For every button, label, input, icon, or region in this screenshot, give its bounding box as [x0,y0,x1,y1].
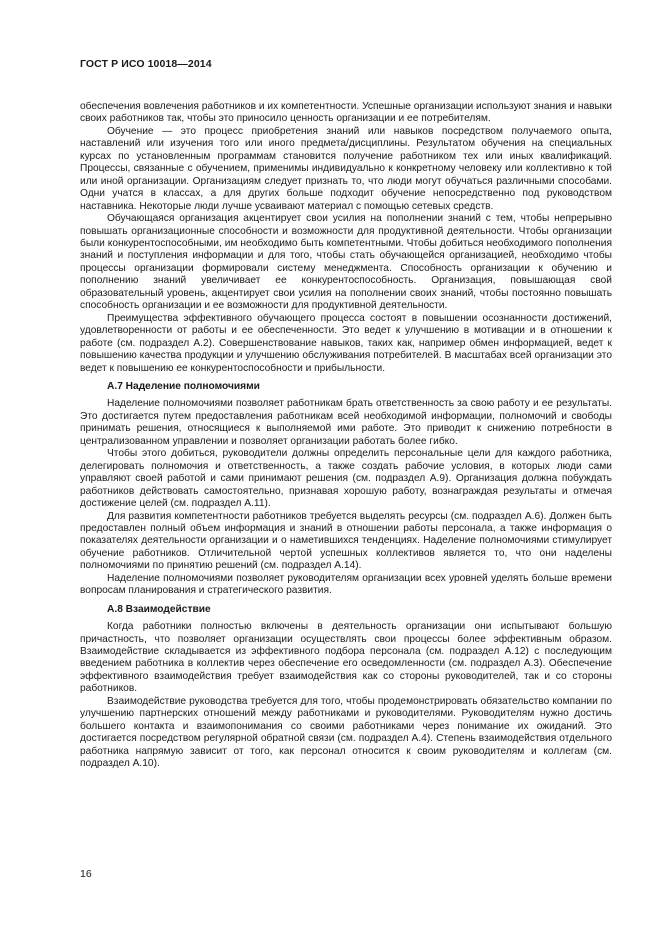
document-header: ГОСТ Р ИСО 10018—2014 [80,58,212,70]
paragraph-learning-definition: Обучение — это процесс приобретения знаний или навыков посредством получаемого опыта, наставлений или изучения того или иного предмета/дисциплины. Результатом обучения на специальных курсах по установленным программам становится получение работником тех или иных квалификаций. Процессы, связанные с обучением, применимы индивидуально к конкретному человеку или коллективно к той или иной организации. Организациям следует признать то, что люди могут обучаться различными способами. Одни учатся в классах, а для других больше подходит обучение непосредственно под руководством наставника. Некоторые люди лучше усваивают материал с помощью сетевых средств. [80,125,612,212]
document-body [80,101,612,771]
paragraph-empowerment-resources: Для развития компетентности работников требуется выделять ресурсы (см. подраздел А.6). Должен быть предоставлен полный объем информация и знаний в отношении работы персонала, а также информация о показателях деятельности организации и о наметившихся тенденциях. Наделение полномочиями стимулирует обучение работников. Отличительной чертой успешных коллективов является то, что они наделены полномочиями по принятию решений (см. подраздел А.14). [80,510,612,572]
paragraph-engagement-intro: Когда работники полностью включены в деятельность организации они испытывают большую причастность, что позволяет организации осуществлять свои процессы более эффективным образом. Взаимодействие складывается из эффективного подбора персонала (см. подраздел А.12) с последующим введением работника в коллектив через обеспечение его осведомленности (см. подраздел А.3). Обеспечение эффективного взаимодействия требует взаимодействия как со стороны руководителей, так и со стороны работников. [80,621,612,695]
paragraph-empowerment-goals: Чтобы этого добиться, руководители должны определить персональные цели для каждого работника, делегировать полномочия и ответственность, а также создать рабочие условия, в которых люди сами управляют своей работой и сами принимают решения (см. подраздел А.9). Организация должна побуждать работников действовать самостоятельно, признавая хорошую работу, вознаграждая результаты и отмечая достижение целей (см. подраздел А.11). [80,448,612,510]
paragraph-learning-benefits: Преимущества эффективного обучающего процесса состоят в повышении осознанности достижений, удовлетворенности от работы и ее обеспеченности. Это ведет к улучшению в мотивации и в отношении к работе (см. подраздел А.2). Совершенствование навыков, таких как, например обмен информацией, ведет к повышению качества продукции и улучшению обслуживания потребителей. В масштабах всей организации это ведет к повышению ее конкурентоспособности и прибыльности. [80,312,612,374]
paragraph-engagement-management: Взаимодействие руководства требуется для того, чтобы продемонстрировать обязательство компании по улучшению партнерских отношений между работниками и руководителями. Руководителям нужно достичь большего контакта и взаимопонимания со своими работниками через понимание их ожиданий. Это достигается посредством регулярной обратной связи (см. подраздел А.4). Степень взаимодействия отдельного работника напрямую зависит от того, как персонал относится к своим руководителям и коллегам (см. подраздел А.10). [80,695,612,770]
page-number: 16 [80,868,92,880]
section-heading-a7: А.7 Наделение полномочиями [107,380,260,392]
paragraph-empowerment-planning: Наделение полномочиями позволяет руководителям организации всех уровней уделять больше времени вопросам планирования и стратегического развития. [80,572,612,597]
paragraph-learning-organization: Обучающаяся организация акцентирует свои усилия на пополнении знаний с тем, чтобы непрерывно повышать организационные способности и возможности для продуктивной деятельности. Чтобы организации были конкурентоспособными, им необходимо быть компетентными. Чтобы добиться необходимого пополнения знаний и поступления информации и для того, чтобы стать обучающейся организацией, необходимо чтобы процессы организации формировали систему менеджмента. Способность организации к обучению и пополнению знаний увеличивает ее конкурентоспособность. Организация, повышающая свой образовательный уровень, акцентирует свои усилия на пополнении своих знаний, чтобы постоянно повышать способность организации и ее возможности для продуктивной деятельности. [80,213,612,312]
paragraph-continuation: обеспечения вовлечения работников и их компетентности. Успешные организации используют знания и навыки своих работников так, чтобы это приносило ценность организации и ее потребителям. [80,101,612,125]
paragraph-empowerment-intro: Наделение полномочиями позволяет работникам брать ответственность за свою работу и ее результаты. Это достигается путем предоставления работникам всей необходимой информации, полномочий и свободы принимать решения, относящиеся к выполняемой ими работе. Это приводит к снижению потребности в централизованном управлении и позволяет организации работать более гибко. [80,398,612,447]
section-heading-a8: А.8 Взаимодействие [107,603,211,615]
